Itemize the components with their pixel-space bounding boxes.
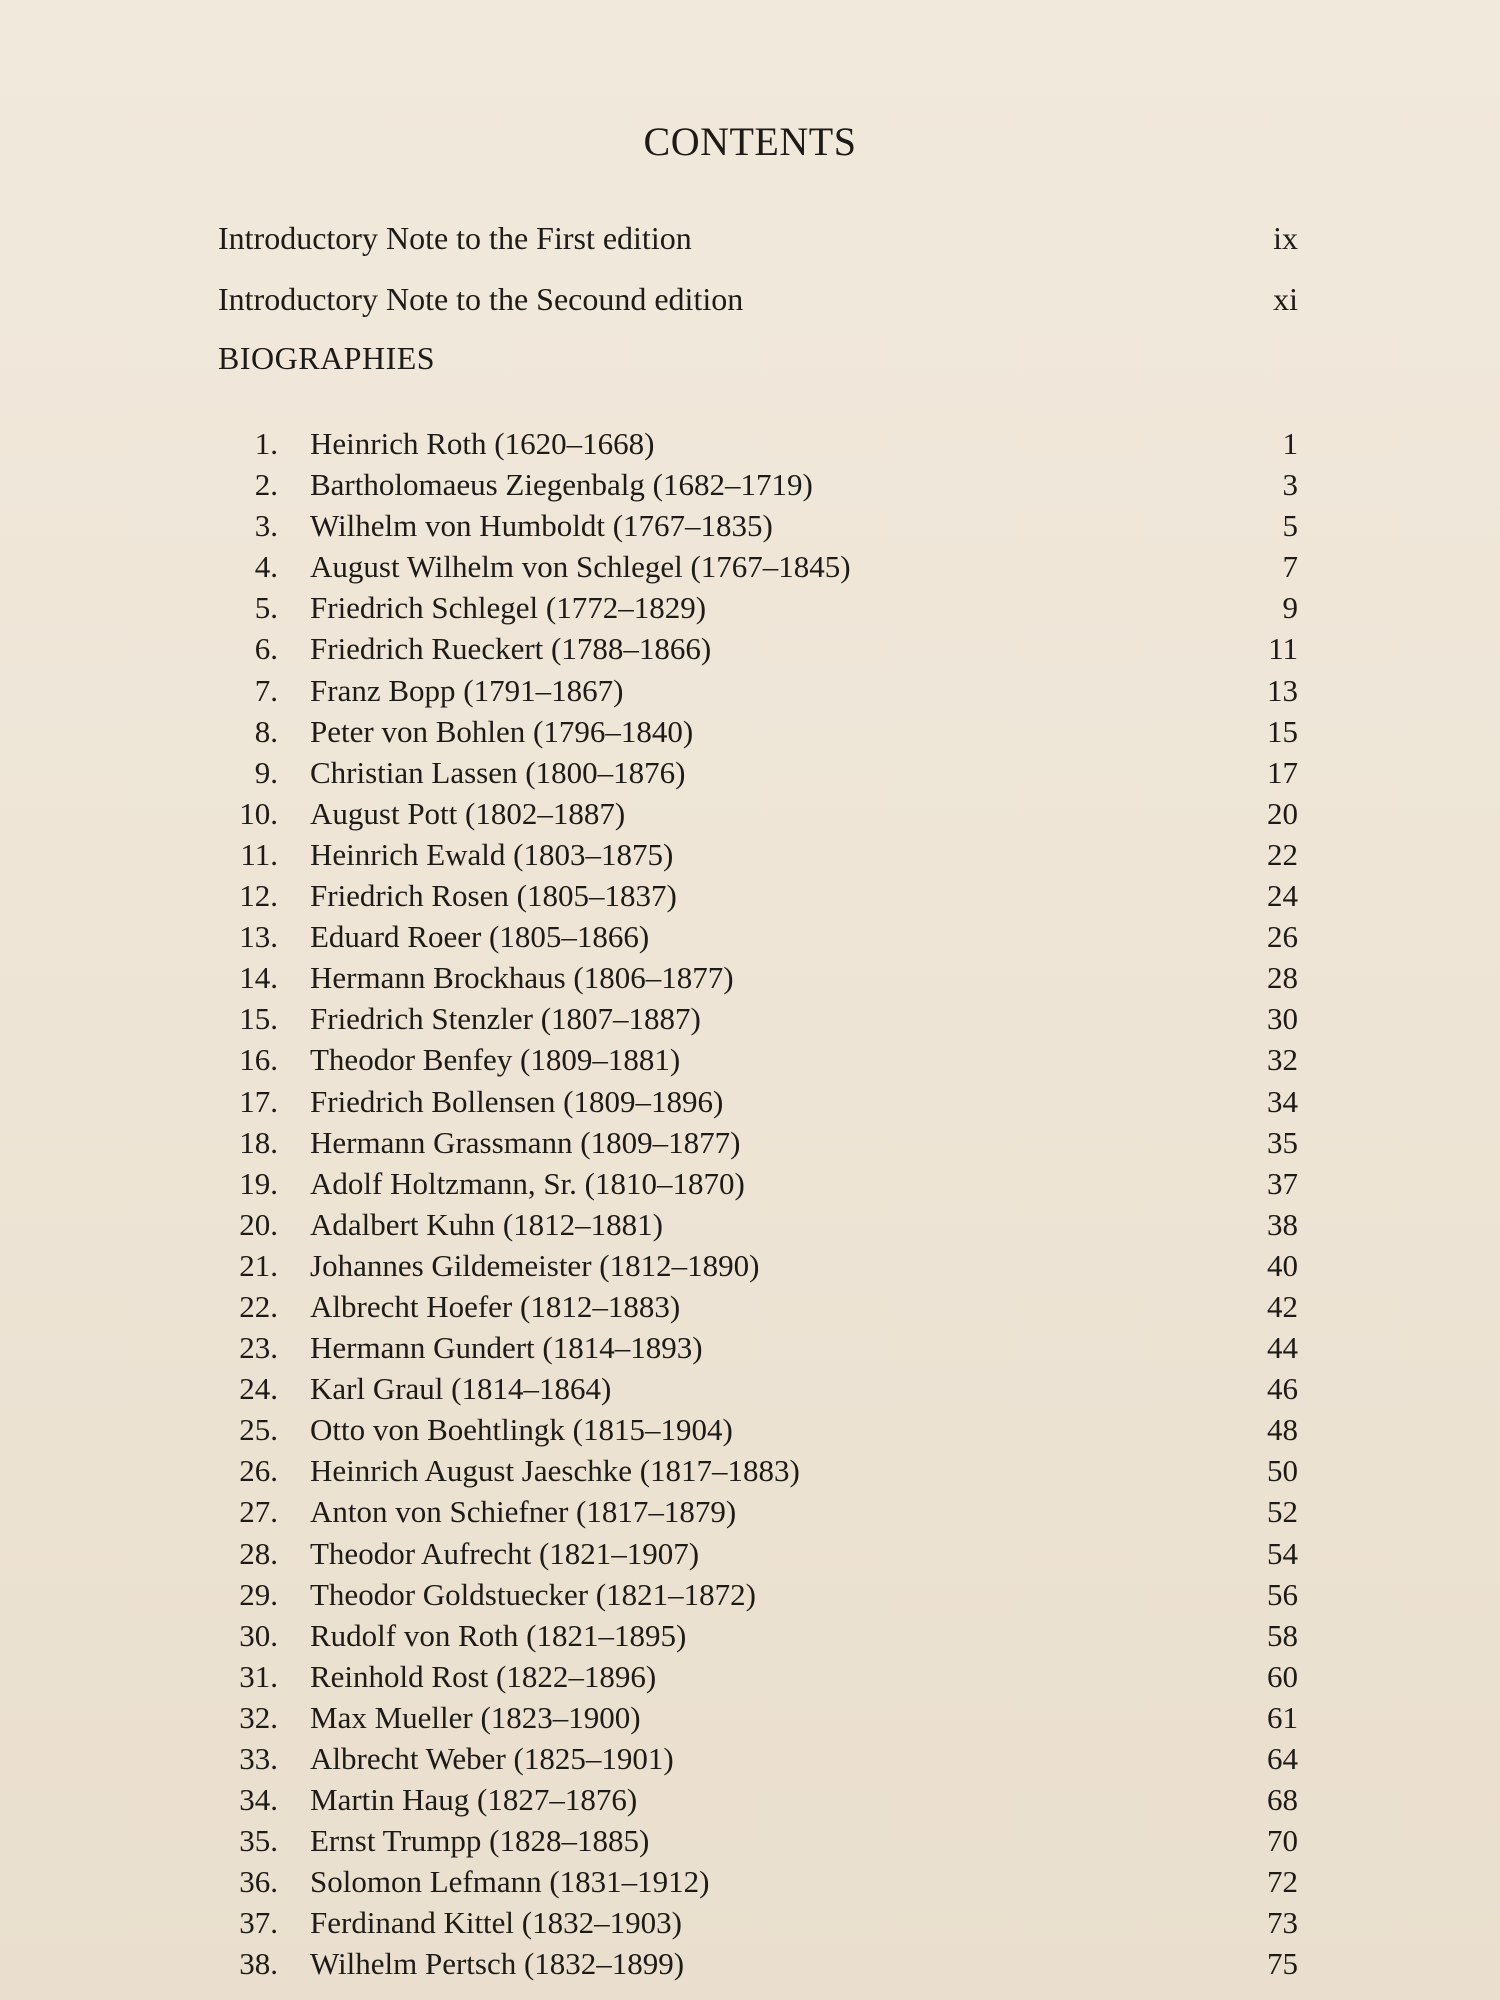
toc-entry [0,1491,1500,1532]
entry-page-number: 30 [1267,1001,1298,1037]
entry-title: Peter von Bohlen (1796–1840) [310,713,694,749]
entry-title: Friedrich Stenzler (1807–1887) [310,1001,701,1037]
entry-title: Theodor Goldstuecker (1821–1872) [310,1576,756,1612]
toc-entry [0,1574,1500,1615]
entry-number: 4. [254,549,278,585]
entry-page-number: 58 [1267,1617,1298,1653]
entry-number: 1. [254,426,278,461]
entry-page-number: 5 [1282,508,1298,544]
toc-entry [0,423,1500,464]
toc-entry [0,587,1500,628]
entry-number: 33. [239,1741,278,1776]
entry-number: 24. [239,1371,278,1407]
toc-entry [0,793,1500,834]
intro-note-second-title: Introductory Note to the Secound edition [218,281,744,317]
entry-number: 10. [239,795,278,831]
entry-title: Hermann Gundert (1814–1893) [310,1330,703,1366]
entry-page-number: 24 [1267,878,1298,914]
toc-entry [0,1533,1500,1574]
toc-entry [0,1081,1500,1122]
entry-title: Reinhold Rost (1822–1896) [310,1658,657,1694]
entry-page-number: 75 [1267,1946,1298,1982]
entry-number: 30. [239,1617,278,1653]
entry-title: Christian Lassen (1800–1876) [310,754,686,790]
entry-number: 37. [239,1905,278,1941]
entry-number: 9. [254,754,278,790]
entry-number: 31. [239,1658,278,1694]
entry-number: 26. [239,1453,278,1489]
entry-number: 8. [254,713,278,749]
toc-entry [0,464,1500,505]
entry-page-number: 7 [1282,549,1298,585]
entry-number: 6. [254,631,278,667]
entry-number: 7. [254,672,278,708]
entry-page-number: 70 [1267,1823,1298,1859]
section-heading-biographies: BIOGRAPHIES [218,340,436,376]
entry-title: Friedrich Rosen (1805–1837) [310,878,677,914]
toc-entry [0,1861,1500,1902]
entry-number: 29. [239,1576,278,1612]
entry-title: Heinrich Roth (1620–1668) [310,426,655,461]
toc-entry [0,1943,1500,1984]
entry-page-number: 56 [1267,1576,1298,1612]
entry-page-number: 3 [1282,467,1298,503]
toc-entry [0,1122,1500,1163]
entry-page-number: 64 [1267,1741,1298,1776]
entry-title: Theodor Benfey (1809–1881) [310,1042,681,1078]
toc-entry [0,1902,1500,1943]
entry-title: Solomon Lefmann (1831–1912) [310,1864,710,1900]
entry-title: Friedrich Schlegel (1772–1829) [310,590,707,626]
entry-page-number: 32 [1267,1042,1298,1078]
entry-number: 12. [239,878,278,914]
toc-entry [0,1163,1500,1204]
entry-page-number: 11 [1268,631,1298,667]
entry-page-number: 73 [1267,1905,1298,1941]
entry-title: Franz Bopp (1791–1867) [310,672,624,708]
entry-page-number: 26 [1267,919,1298,955]
entry-title: Rudolf von Roth (1821–1895) [310,1617,687,1653]
entry-number: 17. [239,1083,278,1119]
entry-title: Friedrich Bollensen (1809–1896) [310,1083,724,1119]
entry-number: 22. [239,1288,278,1324]
entry-number: 14. [239,960,278,996]
entry-page-number: 35 [1267,1124,1298,1160]
toc-entry [0,1615,1500,1656]
entry-page-number: 60 [1267,1658,1298,1694]
intro-note-first-title: Introductory Note to the First edition [218,220,692,256]
entry-number: 18. [239,1124,278,1160]
entry-title: Adolf Holtzmann, Sr. (1810–1870) [310,1165,745,1201]
entry-number: 16. [239,1042,278,1078]
entry-number: 21. [239,1247,278,1283]
entry-title: Eduard Roeer (1805–1866) [310,919,650,955]
entry-number: 36. [239,1864,278,1900]
entry-title: Theodor Aufrecht (1821–1907) [310,1535,700,1571]
toc-entry [0,1368,1500,1409]
entry-title: Max Mueller (1823–1900) [310,1699,641,1735]
entry-title: Albrecht Hoefer (1812–1883) [310,1288,681,1324]
toc-entry [0,505,1500,546]
toc-entry [0,670,1500,711]
entry-page-number: 40 [1267,1247,1298,1283]
entry-number: 28. [239,1535,278,1571]
entry-page-number: 37 [1267,1165,1298,1201]
entry-page-number: 28 [1267,960,1298,996]
intro-note-first [218,218,1298,258]
toc-entry [0,752,1500,793]
entry-title: Heinrich August Jaeschke (1817–1883) [310,1453,800,1489]
entry-page-number: 34 [1267,1083,1298,1119]
toc-entry [0,1738,1500,1779]
intro-note-first-page: ix [1273,220,1298,256]
toc-entry [0,1656,1500,1697]
toc-entry [0,628,1500,669]
entry-number: 20. [239,1206,278,1242]
entry-title: August Wilhelm von Schlegel (1767–1845) [310,549,851,585]
entry-number: 15. [239,1001,278,1037]
biography-list [0,423,1500,1985]
entry-page-number: 9 [1282,590,1298,626]
entry-page-number: 52 [1267,1494,1298,1530]
toc-entry [0,834,1500,875]
contents-heading: CONTENTS [643,119,857,164]
intro-note-second-page: xi [1273,281,1298,317]
toc-entry [0,711,1500,752]
entry-number: 13. [239,919,278,955]
entry-number: 11. [240,836,278,872]
entry-title: Friedrich Rueckert (1788–1866) [310,631,712,667]
entry-title: Hermann Grassmann (1809–1877) [310,1124,741,1160]
toc-entry [0,1697,1500,1738]
entry-title: Ernst Trumpp (1828–1885) [310,1823,650,1859]
entry-number: 38. [239,1946,278,1982]
entry-page-number: 68 [1267,1782,1298,1818]
toc-entry [0,1204,1500,1245]
entry-number: 34. [239,1782,278,1818]
toc-entry [0,875,1500,916]
entry-page-number: 17 [1267,754,1298,790]
entry-page-number: 48 [1267,1412,1298,1448]
entry-page-number: 54 [1267,1535,1298,1571]
entry-page-number: 1 [1282,426,1298,461]
toc-entry [0,1039,1500,1080]
toc-entry [0,998,1500,1039]
entry-page-number: 44 [1267,1330,1298,1366]
entry-page-number: 15 [1267,713,1298,749]
entry-number: 35. [239,1823,278,1859]
entry-page-number: 50 [1267,1453,1298,1489]
toc-entry [0,1286,1500,1327]
entry-title: Wilhelm Pertsch (1832–1899) [310,1946,685,1982]
entry-title: August Pott (1802–1887) [310,795,626,831]
toc-entry [0,1820,1500,1861]
entry-page-number: 22 [1267,836,1298,872]
toc-entry [0,1245,1500,1286]
entry-number: 3. [254,508,278,544]
entry-title: Otto von Boehtlingk (1815–1904) [310,1412,733,1448]
toc-entry [0,916,1500,957]
entry-title: Anton von Schiefner (1817–1879) [310,1494,737,1530]
entry-number: 32. [239,1699,278,1735]
toc-entry [0,1327,1500,1368]
entry-page-number: 38 [1267,1206,1298,1242]
entry-number: 23. [239,1330,278,1366]
entry-title: Ferdinand Kittel (1832–1903) [310,1905,682,1941]
toc-entry [0,957,1500,998]
entry-title: Karl Graul (1814–1864) [310,1371,612,1407]
entry-number: 25. [239,1412,278,1448]
entry-title: Martin Haug (1827–1876) [310,1782,638,1818]
entry-title: Wilhelm von Humboldt (1767–1835) [310,508,773,544]
entry-title: Bartholomaeus Ziegenbalg (1682–1719) [310,467,813,503]
entry-title: Heinrich Ewald (1803–1875) [310,836,674,872]
entry-number: 2. [254,467,278,503]
entry-number: 5. [254,590,278,626]
entry-page-number: 61 [1267,1699,1298,1735]
toc-entry [0,1450,1500,1491]
entry-number: 19. [239,1165,278,1201]
toc-entry [0,1779,1500,1820]
entry-page-number: 20 [1267,795,1298,831]
entry-title: Hermann Brockhaus (1806–1877) [310,960,734,996]
entry-page-number: 72 [1267,1864,1298,1900]
entry-title: Albrecht Weber (1825–1901) [310,1741,674,1776]
entry-number: 27. [239,1494,278,1530]
entry-page-number: 13 [1267,672,1298,708]
entry-title: Adalbert Kuhn (1812–1881) [310,1206,663,1242]
entry-page-number: 46 [1267,1371,1298,1407]
toc-entry [0,1409,1500,1450]
toc-entry [0,546,1500,587]
entry-title: Johannes Gildemeister (1812–1890) [310,1247,760,1283]
entry-page-number: 42 [1267,1288,1298,1324]
intro-note-second [218,279,1298,319]
